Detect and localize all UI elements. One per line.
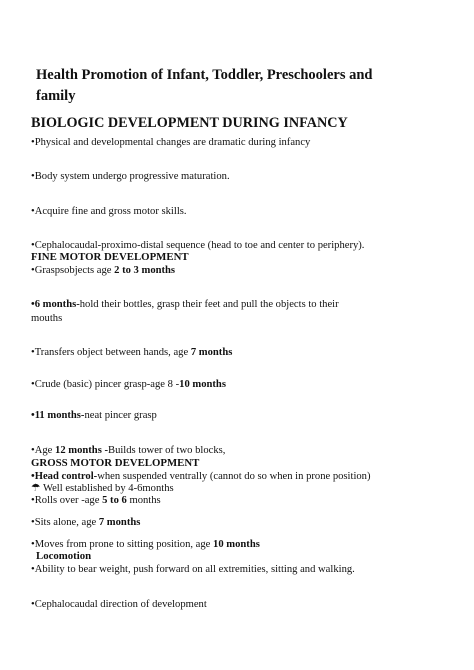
fine-motor-heading: FINE MOTOR DEVELOPMENT	[31, 251, 189, 263]
bold-label: •Head control-	[31, 471, 98, 482]
age-value: 5 to 6	[102, 495, 127, 506]
text: •Graspsobjects age	[31, 265, 115, 276]
bullet-cephalocaudal-direction: •Cephalocaudal direction of development	[31, 599, 207, 610]
doc-title-line-1: Health Promotion of Infant, Toddler, Preschoolers and	[36, 67, 373, 83]
section-heading: BIOLOGIC DEVELOPMENT DURING INFANCY	[31, 115, 348, 131]
text: •Moves from prone to sitting position, age	[31, 539, 214, 550]
doc-title-line-2: family	[36, 88, 76, 104]
sub-bullet-well-established: ☂ Well established by 4-6months	[31, 483, 174, 494]
bullet-6-months-continued: mouths	[31, 313, 63, 324]
bullet-body-system: •Body system undergo progressive maturation.	[31, 171, 230, 182]
age-value: 12 months -	[55, 445, 108, 456]
bullet-bear-weight: •Ability to bear weight, push forward on all extremities, sitting and walking.	[31, 564, 355, 575]
age-value: •11 months-	[31, 410, 85, 421]
text: •Rolls over -age	[31, 495, 103, 506]
bullet-11-months	[31, 409, 157, 422]
text: •Sits alone, age	[31, 517, 99, 528]
age-value: 10 months	[213, 539, 260, 550]
bullet-rolls-over	[31, 494, 161, 507]
age-value: •6 months-	[31, 299, 80, 310]
text: hold their bottles, grasp their feet and pull the objects to their	[79, 299, 339, 310]
bullet-6-months	[31, 298, 339, 311]
bullet-crude-pincer-grasp	[31, 378, 226, 391]
text: •Crude (basic) pincer grasp-age 8 -	[31, 379, 180, 390]
text: •Age	[31, 445, 56, 456]
age-value: 7 months	[98, 517, 141, 528]
locomotion-heading: Locomotion	[36, 550, 92, 562]
text: neat pincer grasp	[84, 410, 157, 421]
bullet-motor-skills: •Acquire fine and gross motor skills.	[31, 206, 187, 217]
age-value: 2 to 3 months	[114, 265, 176, 276]
bullet-grasps-objects	[31, 264, 175, 277]
text: months	[126, 495, 161, 506]
age-value: 7 months	[190, 347, 233, 358]
text: •Transfers object between hands, age	[31, 347, 191, 358]
gross-motor-heading: GROSS MOTOR DEVELOPMENT	[31, 457, 200, 469]
bullet-physical-changes: •Physical and developmental changes are dramatic during infancy	[31, 137, 311, 148]
bullet-12-months	[31, 444, 225, 457]
bullet-transfers-object	[31, 346, 232, 359]
age-value: 10 months	[179, 379, 226, 390]
bullet-cephalocaudal-sequence: •Cephalocaudal-proximo-distal sequence (head to toe and center to periphery).	[31, 240, 365, 251]
bullet-sits-alone	[31, 516, 140, 529]
text: Builds tower of two blocks,	[108, 445, 226, 456]
text: when suspended ventrally (cannot do so when in prone position)	[97, 471, 371, 482]
